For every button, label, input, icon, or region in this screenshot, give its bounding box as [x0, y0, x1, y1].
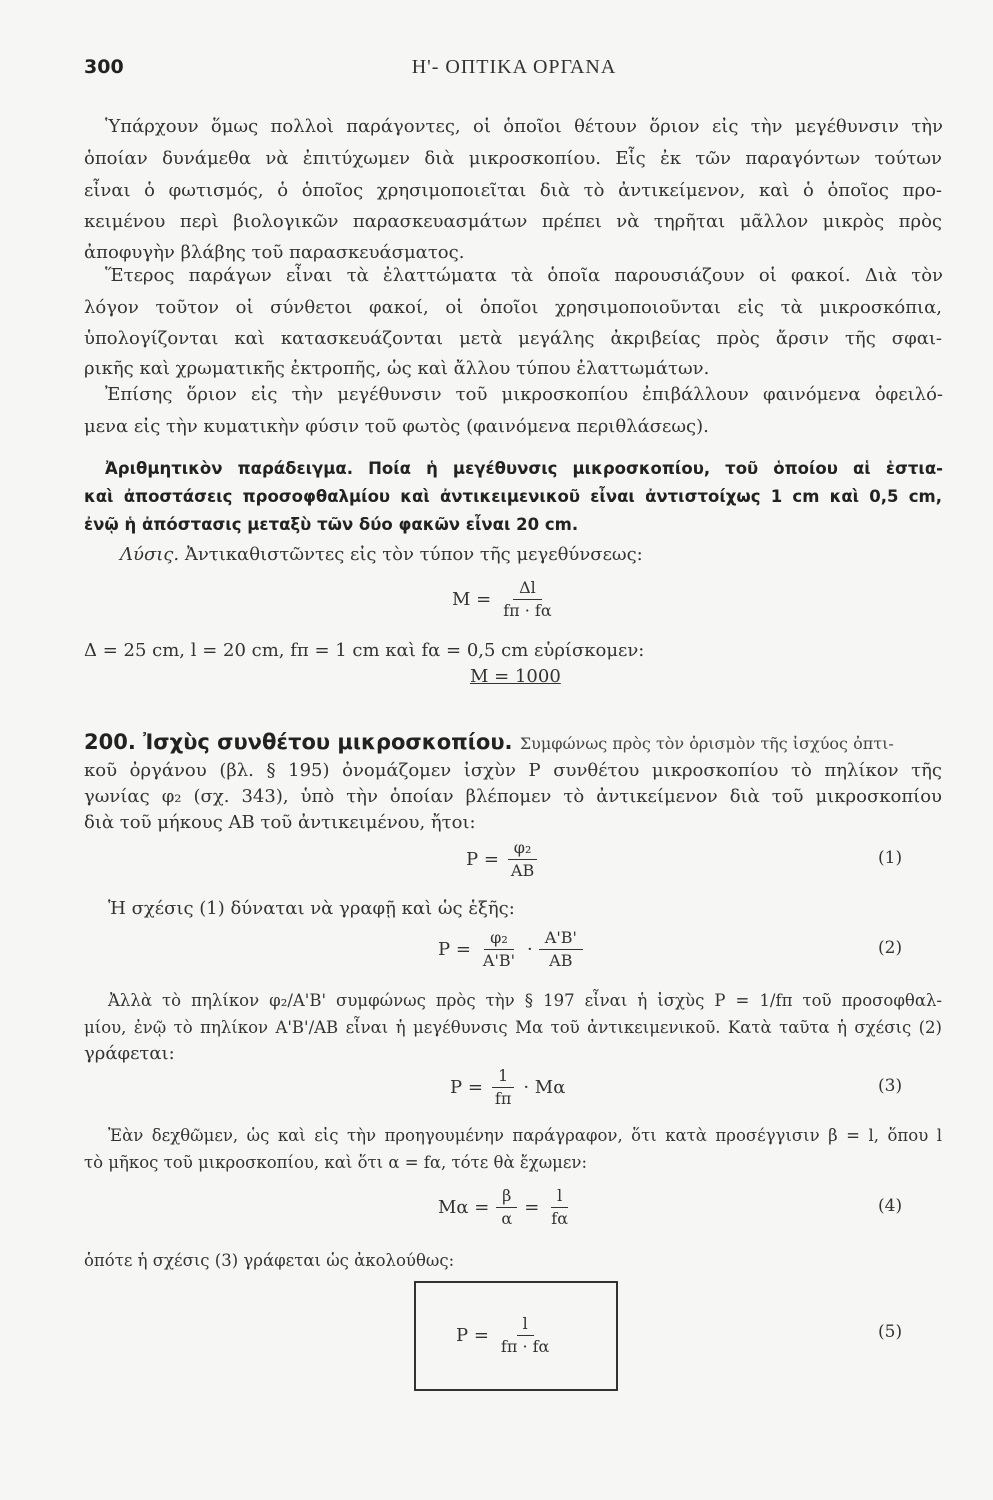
eq4-numerator-1: β [496, 1186, 517, 1208]
solution-text: Ἀντικαθιστῶντες εἰς τὸν τύπον τῆς μεγεθύνσεως: [184, 544, 643, 565]
eq5-label: (5) [878, 1322, 903, 1342]
eq2-denominator-1: A'B' [482, 951, 516, 970]
eq5-fraction [495, 1314, 555, 1357]
magnification-formula [452, 578, 564, 621]
eq4-denominator-2: fα [551, 1209, 569, 1228]
equation-1 [466, 838, 546, 881]
eq5-denominator: fπ · fα [500, 1337, 550, 1356]
eq3-denominator: fπ [494, 1089, 512, 1108]
page-header [84, 56, 944, 86]
formula-numerator: Δl [513, 578, 542, 600]
eq5-intro: ὁπότε ἡ σχέσις (3) γράφεται ὡς ἀκολούθως: [84, 1251, 455, 1270]
eq2-numerator-1: φ₂ [484, 928, 514, 950]
section-line: κοῦ ὀργάνου (βλ. § 195) ὀνομάζομεν ἰσχὺν P συνθέτου μικροσκοπίου τὸ πηλίκον τῆς [84, 760, 942, 781]
eq2-lhs: P = [438, 939, 471, 960]
eq5-lhs: P = [456, 1325, 489, 1346]
equation-4 [438, 1186, 580, 1229]
eq2-intro: Ἡ σχέσις (1) δύναται νὰ γραφῇ καὶ ὡς ἑξῆς: [108, 898, 515, 919]
intro-line: Ὑπάρχουν ὅμως πολλοὶ παράγοντες, οἱ ὁποῖοι θέτουν ὅριον εἰς τὴν μεγέθυνσιν τὴν [105, 116, 943, 137]
example-result: M = 1000 [470, 666, 561, 687]
eq1-lhs: P = [466, 849, 499, 870]
eq3-fraction [489, 1066, 517, 1109]
section-title: Ἰσχὺς συνθέτου μικροσκοπίου. [143, 730, 513, 754]
para3-line: γράφεται: [84, 1043, 175, 1064]
eq2-label: (2) [878, 938, 903, 958]
page-number: 300 [84, 56, 124, 78]
eq4-lhs: Mα = [438, 1197, 490, 1218]
example-line: ἐνῷ ἡ ἀπόστασις μεταξὺ τῶν δύο φακῶν εἶναι 20 cm. [84, 515, 579, 534]
equation-3 [450, 1066, 565, 1109]
eq4-denominator-1: α [501, 1209, 513, 1228]
eq3-rhs: · Mα [523, 1077, 566, 1098]
eq2-fraction-2 [539, 928, 583, 971]
eq1-label: (1) [878, 848, 903, 868]
intro-line: ὑπολογίζονται καὶ κατασκευάζονται μετὰ μεγάλης ἀκριβείας πρὸς ἄρσιν τῆς σφαι- [84, 328, 942, 349]
intro-line: ἀποφυγὴν βλάβης τοῦ παρασκευάσματος. [84, 242, 465, 263]
section-line: διὰ τοῦ μήκους AB τοῦ ἀντικειμένου, ἤτοι: [84, 812, 476, 833]
eq2-numerator-2: A'B' [539, 928, 583, 950]
eq5-numerator: l [517, 1314, 534, 1336]
eq3-numerator: 1 [492, 1066, 514, 1088]
eq4-numerator-2: l [551, 1186, 568, 1208]
intro-line: Ἕτερος παράγων εἶναι τὰ ἐλαττώματα τὰ ὁποῖα παρουσιάζουν οἱ φακοί. Διὰ τὸν [105, 265, 943, 286]
section-number: 200. [84, 730, 136, 754]
formula-fraction [497, 578, 557, 621]
para4-line: τὸ μῆκος τοῦ μικροσκοπίου, καὶ ὅτι α = fα, τότε θὰ ἔχωμεν: [84, 1153, 588, 1172]
eq1-denominator: AB [510, 861, 535, 880]
solution-line [120, 544, 643, 566]
section-line: γωνίας φ₂ (σχ. 343), ὑπὸ τὴν ὁποίαν βλέπομεν τὸ ἀντικείμενον διὰ τοῦ μικροσκοπίου [84, 786, 942, 807]
para3-line: μίου, ἐνῷ τὸ πηλίκον A'B'/AB εἶναι ἡ μεγέθυνσις Mα τοῦ ἀντικειμενικοῦ. Κατὰ ταῦτα ἡ σχέσις (2) [84, 1018, 942, 1037]
equation-5 [456, 1314, 561, 1357]
example-line: Ἀριθμητικὸν παράδειγμα. Ποία ἡ μεγέθυνσις μικροσκοπίου, τοῦ ὁποίου αἱ ἑστια- [105, 459, 943, 478]
eq4-label: (4) [878, 1196, 903, 1216]
eq2-denominator-2: AB [549, 951, 573, 970]
eq2-fraction-1 [477, 928, 521, 971]
formula-lhs: M = [452, 589, 492, 610]
equation-2 [438, 928, 589, 971]
eq4-fraction-2 [545, 1186, 574, 1229]
eq3-lhs: P = [450, 1077, 483, 1098]
intro-line: Ἐπίσης ὅριον εἰς τὴν μεγέθυνσιν τοῦ μικροσκοπίου ἐπιβάλλουν φαινόμενα ὀφειλό- [105, 384, 943, 405]
eq2-dot: · [527, 939, 533, 960]
values-line: Δ = 25 cm, l = 20 cm, fπ = 1 cm καὶ fα = 0,5 cm εὑρίσκομεν: [84, 640, 645, 661]
intro-line: ρικῆς καὶ χρωματικῆς ἐκτροπῆς, ὡς καὶ ἄλλου τύπου ἐλαττωμάτων. [84, 358, 710, 379]
eq1-fraction [505, 838, 540, 881]
intro-line: κειμένου περὶ βιολογικῶν παρασκευασμάτων πρέπει νὰ τηρῆται μᾶλλον μικρὸς πρὸς [84, 211, 942, 232]
example-line: καὶ ἀποστάσεις προσοφθαλμίου καὶ ἀντικειμενικοῦ εἶναι ἀντιστοίχως 1 cm καὶ 0,5 cm, [84, 487, 942, 506]
intro-line: εἶναι ὁ φωτισμός, ὁ ὁποῖος χρησιμοποιεῖται διὰ τὸ ἀντικείμενον, καὶ ὁ ὁποῖος προ- [84, 180, 942, 201]
eq1-numerator: φ₂ [508, 838, 538, 860]
intro-line: μενα εἰς τὴν κυματικὴν φύσιν τοῦ φωτὸς (φαινόμενα περιθλάσεως). [84, 416, 709, 437]
intro-line: ὁποίαν δυνάμεθα νὰ ἐπιτύχωμεν διὰ μικροσκοπίου. Εἷς ἐκ τῶν παραγόντων τούτων [84, 148, 942, 169]
eq4-equals: = [524, 1197, 540, 1218]
section-first-line-rest: Συμφώνως πρὸς τὸν ὁρισμὸν τῆς ἰσχύος ὀπτι- [519, 734, 894, 753]
section-heading [84, 730, 894, 754]
intro-line: λόγον τοῦτον οἱ σύνθετοι φακοί, οἱ ὁποῖοι χρησιμοποιοῦνται εἰς τὰ μικροσκόπια, [84, 297, 942, 318]
para3-line: Ἀλλὰ τὸ πηλίκον φ₂/A'B' συμφώνως πρὸς τὴν § 197 εἶναι ἡ ἰσχὺς P = 1/fπ τοῦ προσοφθαλ- [108, 991, 942, 1010]
solution-label: Λύσις. [120, 544, 180, 565]
eq4-fraction-1 [495, 1186, 518, 1229]
eq3-label: (3) [878, 1076, 903, 1096]
formula-denominator: fπ · fα [503, 601, 552, 620]
para4-line: Ἐὰν δεχθῶμεν, ὡς καὶ εἰς τὴν προηγουμένην παράγραφον, ὅτι κατὰ προσέγγισιν β = l, ὅπου l [108, 1126, 942, 1145]
chapter-title: Η'- ΟΠΤΙΚΑ ΟΡΓΑΝΑ [411, 56, 617, 78]
